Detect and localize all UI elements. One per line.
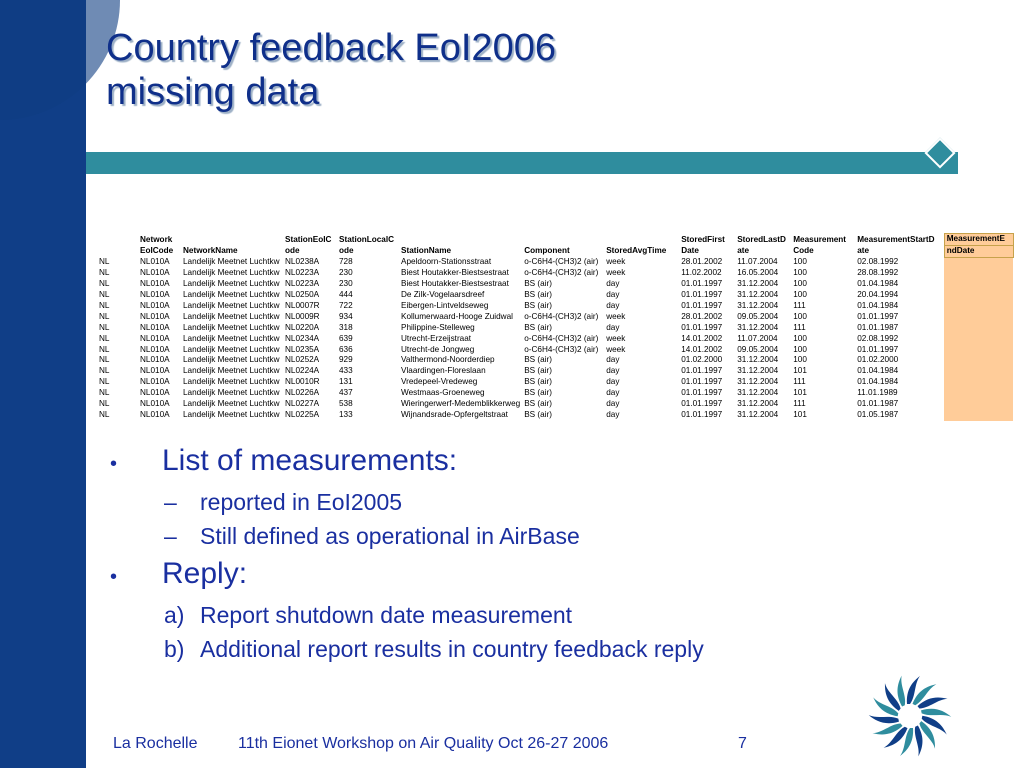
table-cell: Apeldoorn-Stationsstraat [401, 257, 492, 267]
bullet-text: Reply: [162, 557, 248, 590]
bullet-dot-icon: • [110, 453, 118, 475]
sub-bullet-text: Report shutdown date measurement [200, 602, 573, 628]
table-cell: De Zilk-Vogelaarsdreef [401, 290, 485, 300]
table-cell: 01.01.1997 [681, 399, 723, 409]
table-cell [944, 290, 1013, 301]
table-cell: Wieringerwerf-Medemblikkerweg [401, 399, 521, 409]
table-cell: BS (air) [524, 399, 552, 409]
table-cell: BS (air) [524, 322, 552, 332]
table-cell: BS (air) [524, 366, 552, 376]
table-cell: BS (air) [524, 388, 552, 398]
table-cell: Landelijk Meetnet Luchtkw [183, 410, 280, 419]
dash-marker: – [164, 489, 177, 515]
table-row [97, 410, 1013, 421]
table-cell: 100 [793, 257, 807, 267]
table-cell: o-C6H4-(CH3)2 (air) [524, 268, 599, 278]
left-decorative-bar [0, 0, 86, 768]
column-header [181, 234, 283, 246]
table-cell: 433 [339, 366, 353, 376]
table-cell: 09.05.2004 [737, 344, 779, 354]
table-cell [944, 377, 1013, 388]
column-header: Code [793, 246, 814, 256]
table-cell: o-C6H4-(CH3)2 (air) [524, 257, 599, 267]
table-cell: NL010A [140, 377, 170, 387]
table-cell: 01.02.2000 [681, 355, 723, 365]
column-header: StationLocalC [339, 234, 395, 244]
table-cell: 538 [339, 399, 353, 409]
table-cell [944, 355, 1013, 366]
table-cell: 100 [793, 279, 807, 289]
table-cell: 131 [339, 377, 353, 387]
table-cell: 318 [339, 322, 353, 332]
table-cell: 230 [339, 279, 353, 289]
table-cell: BS (air) [524, 290, 552, 300]
table-cell: 444 [339, 290, 353, 300]
table-cell: 01.04.1984 [857, 366, 899, 376]
table-cell: week [606, 268, 626, 278]
table-cell: NL0223A [285, 268, 320, 278]
table-cell: 28.01.2002 [681, 257, 723, 267]
column-header: StoredFirst [681, 234, 725, 244]
table-cell: 28.08.1992 [857, 268, 899, 278]
table-cell: 31.12.2004 [737, 355, 779, 365]
table-cell: 01.04.1984 [857, 279, 899, 289]
table-cell: NL0220A [285, 322, 320, 332]
table-cell: 636 [339, 344, 353, 354]
table-cell: 09.05.2004 [737, 311, 779, 321]
column-header: ndDate [944, 245, 1013, 257]
table-cell: 01.01.1987 [857, 399, 899, 409]
column-header: StationName [401, 246, 452, 256]
table-cell [944, 345, 1013, 356]
column-header: ate [737, 246, 750, 256]
table-cell: BS (air) [524, 355, 552, 365]
table-cell [944, 268, 1013, 279]
table-cell: 01.01.1997 [857, 344, 899, 354]
table-cell: NL [99, 333, 110, 343]
table-cell: NL0238A [285, 257, 320, 267]
table-cell: NL [99, 355, 110, 365]
table-cell: Landelijk Meetnet Luchtkw [183, 322, 280, 332]
table-cell: day [606, 355, 620, 365]
column-header: EoICode [140, 246, 174, 256]
table-cell: Utrecht-de Jongweg [401, 344, 475, 354]
table-cell: NL010A [140, 279, 170, 289]
header-row [97, 234, 1013, 246]
table-row [97, 345, 1013, 356]
table-cell: 31.12.2004 [737, 290, 779, 300]
table-body [97, 257, 1013, 421]
table-cell: BS (air) [524, 377, 552, 387]
table-cell: NL0225A [285, 410, 320, 419]
table-cell: NL010A [140, 399, 170, 409]
table-cell [944, 334, 1013, 345]
footer-event: 11th Eionet Workshop on Air Quality Oct 26-27 2006 [238, 735, 609, 752]
table-cell: 101 [793, 410, 807, 419]
table-row [97, 377, 1013, 388]
table-cell: o-C6H4-(CH3)2 (air) [524, 311, 599, 321]
table-cell: Valthermond-Noorderdiep [401, 355, 495, 365]
column-header: Network [140, 234, 173, 244]
table-cell: NL [99, 366, 110, 376]
column-header: StoredAvgTime [606, 246, 667, 256]
slide-title [106, 26, 806, 114]
table-cell: 01.01.1997 [857, 311, 899, 321]
column-header: StationEoIC [285, 234, 332, 244]
table-cell: Biest Houtakker-Biestsestraat [401, 268, 509, 278]
table-cell: Landelijk Meetnet Luchtkw [183, 399, 280, 409]
eea-logo-icon [860, 670, 960, 760]
table-cell: NL010A [140, 355, 170, 365]
column-header [604, 234, 679, 246]
table-cell: NL [99, 311, 110, 321]
table-cell: 11.07.2004 [737, 333, 778, 343]
table-cell: 16.05.2004 [737, 268, 779, 278]
table-cell: week [606, 344, 626, 354]
table-cell: Philippine-Stelleweg [401, 322, 475, 332]
sub-bullet-text: Still defined as operational in AirBase [200, 523, 580, 549]
table-cell: NL010A [140, 300, 170, 310]
table-cell: 01.05.1987 [857, 410, 899, 419]
table-cell: 01.01.1997 [681, 377, 723, 387]
table-cell: 31.12.2004 [737, 410, 779, 419]
measurements-table [97, 233, 1014, 421]
table-cell: Westmaas-Groeneweg [401, 388, 485, 398]
table-cell: NL [99, 377, 110, 387]
table-cell: NL [99, 268, 110, 278]
table-cell: day [606, 322, 620, 332]
table-cell: 01.01.1997 [681, 388, 723, 398]
table-cell: NL0234A [285, 333, 320, 343]
table-cell: Landelijk Meetnet Luchtkw [183, 300, 280, 310]
table-cell: Landelijk Meetnet Luchtkw [183, 377, 280, 387]
column-header: StoredLastD [737, 234, 786, 244]
table-cell: Biest Houtakker-Biestsestraat [401, 279, 509, 289]
table-cell: NL0226A [285, 388, 320, 398]
table-cell: NL [99, 344, 110, 354]
table-cell: day [606, 399, 620, 409]
table-row [97, 290, 1013, 301]
table-cell: NL010A [140, 311, 170, 321]
bullet-dot-icon: • [110, 566, 118, 588]
table-cell: day [606, 290, 620, 300]
table-cell: Vlaardingen-Floreslaan [401, 366, 486, 376]
table-cell: NL010A [140, 322, 170, 332]
table-cell: 100 [793, 344, 807, 354]
table-cell [944, 279, 1013, 290]
table-cell [944, 388, 1013, 399]
table-cell: 01.04.1984 [857, 300, 899, 310]
header-row [97, 245, 1013, 257]
table-cell: NL [99, 410, 110, 419]
table-cell [944, 399, 1013, 410]
column-header [522, 234, 604, 246]
table-cell: BS (air) [524, 410, 552, 419]
table-cell: 31.12.2004 [737, 399, 779, 409]
table-cell: 929 [339, 355, 353, 365]
table-cell: NL010A [140, 344, 170, 354]
table-cell: 11.01.1989 [857, 388, 898, 398]
table-cell: BS (air) [524, 300, 552, 310]
table-cell: Landelijk Meetnet Luchtkw [183, 388, 280, 398]
table-cell: 20.04.1994 [857, 290, 899, 300]
table-cell [944, 312, 1013, 323]
table-cell: 01.01.1997 [681, 290, 723, 300]
table-cell: 111 [793, 377, 806, 387]
letter-marker: a) [164, 602, 185, 628]
table-cell: Landelijk Meetnet Luchtkw [183, 355, 280, 365]
table-cell [944, 301, 1013, 312]
table-cell: NL0009R [285, 311, 320, 321]
table-cell [944, 410, 1013, 421]
table-cell: 01.01.1997 [681, 322, 723, 332]
table-cell: 101 [793, 366, 807, 376]
table-cell [944, 323, 1013, 334]
table-cell [944, 257, 1013, 268]
table-cell: 722 [339, 300, 353, 310]
table-cell: NL010A [140, 268, 170, 278]
table-row [97, 312, 1013, 323]
table-cell: 101 [793, 388, 807, 398]
table-cell: 100 [793, 268, 807, 278]
table-cell: NL0252A [285, 355, 320, 365]
table-cell: NL [99, 388, 110, 398]
table-cell: 02.08.1992 [857, 333, 899, 343]
table-cell: 01.01.1997 [681, 366, 723, 376]
table-cell: o-C6H4-(CH3)2 (air) [524, 333, 599, 343]
table-cell: week [606, 311, 626, 321]
table-cell: 31.12.2004 [737, 366, 779, 376]
table-cell: Landelijk Meetnet Luchtkw [183, 279, 280, 289]
footer-page-number: 7 [738, 735, 747, 752]
table-cell: Landelijk Meetnet Luchtkw [183, 333, 280, 343]
table-cell: NL0010R [285, 377, 320, 387]
table-cell: 31.12.2004 [737, 377, 779, 387]
table-cell: day [606, 366, 620, 376]
table-cell: 934 [339, 311, 353, 321]
table-cell: Utrecht-Erzeijstraat [401, 333, 472, 343]
table-row [97, 257, 1013, 268]
table-row [97, 279, 1013, 290]
column-header: Date [681, 246, 699, 256]
column-header: ode [339, 246, 354, 256]
table-cell: day [606, 279, 620, 289]
table-cell: 437 [339, 388, 353, 398]
table-cell: NL0250A [285, 290, 320, 300]
table-cell: Eibergen-Lintveldseweg [401, 300, 489, 310]
table-cell: Landelijk Meetnet Luchtkw [183, 257, 280, 267]
table-cell: 100 [793, 333, 807, 343]
table-cell: NL0223A [285, 279, 320, 289]
column-header: NetworkName [183, 246, 238, 256]
table-cell: Kollumerwaard-Hooge Zuidwal [401, 311, 513, 321]
logo-center [900, 706, 920, 726]
table-cell: NL [99, 257, 110, 267]
table-cell: Landelijk Meetnet Luchtkw [183, 311, 280, 321]
table-cell: 01.04.1984 [857, 377, 899, 387]
table-cell: 31.12.2004 [737, 322, 779, 332]
table-row [97, 323, 1013, 334]
table-cell: 01.01.1997 [681, 279, 723, 289]
table-cell: NL010A [140, 410, 170, 419]
table-cell: o-C6H4-(CH3)2 (air) [524, 344, 599, 354]
column-header: MeasurementStartD [857, 234, 935, 244]
table-cell: Landelijk Meetnet Luchtkw [183, 366, 280, 376]
table-cell [944, 366, 1013, 377]
table-cell: 01.01.1997 [681, 410, 723, 419]
table-row [97, 334, 1013, 345]
table-cell: Wijnandsrade-Opfergeltstraat [401, 410, 508, 419]
table-cell: NL010A [140, 333, 170, 343]
table-cell: NL0224A [285, 366, 320, 376]
table-row [97, 366, 1013, 377]
table-row [97, 399, 1013, 410]
bar-curve [0, 0, 120, 120]
table-cell: 111 [793, 399, 806, 409]
table-cell: 01.02.2000 [857, 355, 899, 365]
table-row [97, 268, 1013, 279]
column-header [97, 245, 138, 257]
column-header: Component [524, 246, 570, 256]
letter-marker: b) [164, 636, 185, 662]
table-cell: Landelijk Meetnet Luchtkw [183, 344, 280, 354]
table-cell: 31.12.2004 [737, 279, 779, 289]
table-cell: 01.01.1997 [681, 300, 723, 310]
table-cell: 639 [339, 333, 353, 343]
title-line-1: Country feedback EoI2006 [106, 27, 556, 69]
table-cell: NL010A [140, 388, 170, 398]
table-row [97, 388, 1013, 399]
table-cell: day [606, 300, 620, 310]
column-header [97, 234, 138, 246]
table-cell: 11.07.2004 [737, 257, 778, 267]
table-row [97, 355, 1013, 366]
dash-marker: – [164, 523, 177, 549]
table-cell: Landelijk Meetnet Luchtkw [183, 268, 280, 278]
table-cell: 01.01.1987 [857, 322, 899, 332]
column-header: MeasurementE [944, 234, 1013, 246]
column-header: ate [857, 246, 870, 256]
table-cell: 100 [793, 290, 807, 300]
table-cell: 14.01.2002 [681, 344, 723, 354]
sub-bullet-text: Additional report results in country feedback reply [200, 636, 704, 662]
table-cell: NL0227A [285, 399, 320, 409]
table-cell: NL0007R [285, 300, 320, 310]
title-divider-band [86, 152, 958, 174]
table-header [97, 234, 1013, 258]
table-cell: day [606, 410, 620, 419]
table-cell: NL010A [140, 366, 170, 376]
table-cell: 133 [339, 410, 353, 419]
table-cell: NL [99, 322, 110, 332]
table-cell: 14.01.2002 [681, 333, 723, 343]
table-cell: Vredepeel-Vredeweg [401, 377, 478, 387]
table-cell: day [606, 388, 620, 398]
table-cell: 111 [793, 300, 806, 310]
table-cell: day [606, 377, 620, 387]
table-cell: 31.12.2004 [737, 388, 779, 398]
table-cell: 02.08.1992 [857, 257, 899, 267]
column-header: ode [285, 246, 300, 256]
table-cell: NL0235A [285, 344, 320, 354]
table-cell: NL [99, 290, 110, 300]
sub-bullet-text: reported in EoI2005 [200, 489, 403, 515]
table-cell: 230 [339, 268, 353, 278]
table-cell: BS (air) [524, 279, 552, 289]
bullet-text: List of measurements: [162, 444, 458, 477]
table-cell: NL010A [140, 257, 170, 267]
table-cell: week [606, 333, 626, 343]
table-cell: 100 [793, 355, 807, 365]
table-cell: 28.01.2002 [681, 311, 723, 321]
table-cell: NL [99, 399, 110, 409]
table-cell: 100 [793, 311, 807, 321]
table-cell: 31.12.2004 [737, 300, 779, 310]
title-line-2: missing data [106, 71, 320, 113]
column-header [399, 234, 522, 246]
table-cell: 111 [793, 322, 806, 332]
table-cell: Landelijk Meetnet Luchtkw [183, 290, 280, 300]
table-cell: 11.02.2002 [681, 268, 722, 278]
table-cell: NL [99, 300, 110, 310]
table-cell: week [606, 257, 626, 267]
table-row [97, 301, 1013, 312]
table-cell: NL [99, 279, 110, 289]
footer-location: La Rochelle [113, 735, 198, 752]
table-cell: 728 [339, 257, 353, 267]
column-header: Measurement [793, 234, 847, 244]
table-cell: NL010A [140, 290, 170, 300]
